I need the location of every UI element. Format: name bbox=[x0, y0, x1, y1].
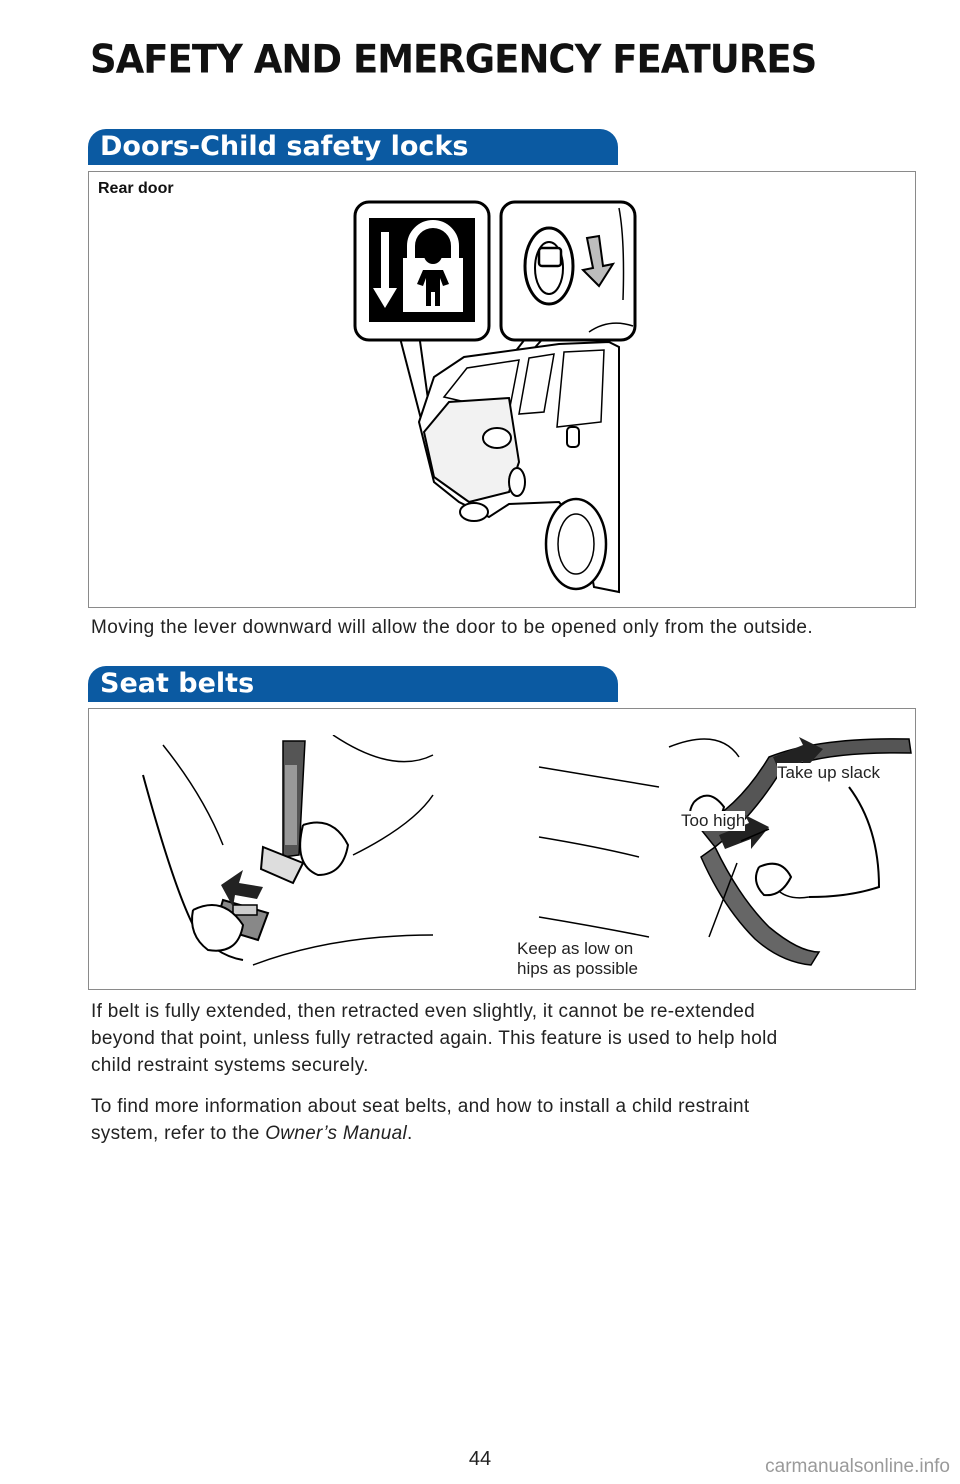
seat-belt-figure bbox=[88, 708, 916, 990]
callout-too-high: Too high bbox=[681, 811, 746, 830]
seat-belt-paragraph-2 bbox=[91, 1093, 749, 1147]
door-lever-callout bbox=[499, 200, 637, 342]
seat-belt-paragraph-1 bbox=[91, 998, 778, 1079]
child-lock-caption: Moving the lever downward will allow the door to be opened only from the outside. bbox=[91, 617, 814, 638]
callout-keep-low-line1: Keep as low on bbox=[517, 939, 634, 958]
door-lever-icon bbox=[525, 228, 573, 304]
paragraph1-line1: If belt is fully extended, then retracted even slightly, it cannot be re-extended bbox=[91, 1001, 755, 1022]
callout-keep-low-line2: hips as possible bbox=[517, 959, 638, 978]
paragraph2-suffix: . bbox=[407, 1123, 413, 1144]
seat-belt-buckle-illustration bbox=[133, 735, 453, 985]
paragraph2-line1: To find more information about seat belts, and how to install a child restraint bbox=[91, 1096, 750, 1117]
section-heading-child-locks: Doors-Child safety locks bbox=[88, 129, 618, 165]
page-number: 44 bbox=[468, 1448, 492, 1470]
child-lock-figure bbox=[88, 171, 916, 608]
watermark: carmanualsonline.info bbox=[765, 1456, 950, 1477]
paragraph1-line2: beyond that point, unless fully retracted again. This feature is used to help hold bbox=[91, 1028, 778, 1049]
child-lock-callout bbox=[353, 200, 491, 342]
owners-manual-reference: Owner’s Manual bbox=[265, 1123, 408, 1144]
paragraph1-line3: child restraint systems securely. bbox=[91, 1055, 369, 1076]
callout-keep-low bbox=[517, 939, 638, 979]
figure-label-rear-door: Rear door bbox=[98, 180, 174, 197]
callout-take-up-slack: Take up slack bbox=[777, 763, 880, 782]
paragraph2-prefix: system, refer to the bbox=[91, 1123, 266, 1144]
section-heading-seat-belts: Seat belts bbox=[88, 666, 618, 702]
page-title: SAFETY AND EMERGENCY FEATURES bbox=[90, 36, 817, 83]
